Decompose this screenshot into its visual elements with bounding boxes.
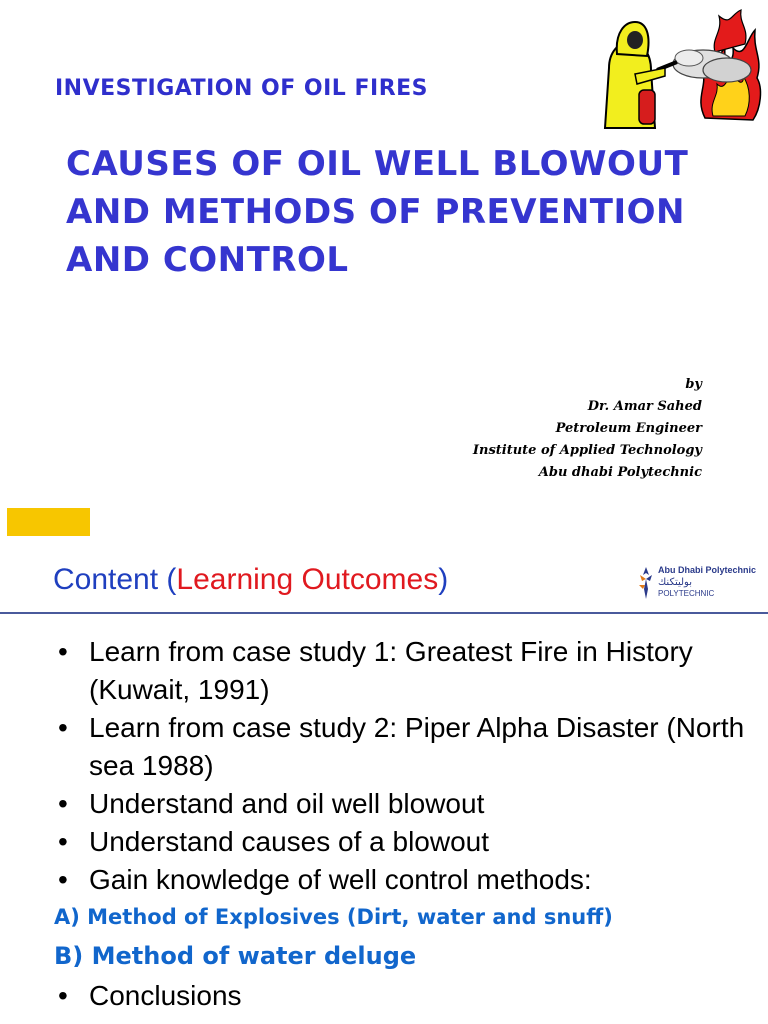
heading-divider — [0, 612, 768, 614]
sub-item-water-deluge: B) Method of water deluge — [54, 942, 417, 970]
heading-prefix: Content ( — [53, 563, 177, 596]
learning-outcomes-list — [54, 633, 758, 1015]
title-line-3: AND CONTROL — [66, 240, 349, 280]
slide-subtitle: INVESTIGATION OF OIL FIRES — [55, 76, 429, 101]
content-heading — [53, 563, 448, 597]
author-by: by — [685, 377, 702, 392]
list-item-conclusions: • Conclusions — [58, 977, 758, 1015]
author-block — [473, 374, 702, 484]
sub-item-explosives: A) Method of Explosives (Dirt, water and snuff) — [54, 905, 613, 929]
heading-suffix: ) — [438, 563, 449, 596]
logo-name-ar: بوليتكنك — [658, 577, 692, 588]
list-item: • Understand causes of a blowout — [58, 823, 758, 861]
author-name: Dr. Amar Sahed — [587, 399, 702, 414]
polytechnic-logo — [636, 563, 764, 603]
list-item: • Learn from case study 1: Greatest Fire in History (Kuwait, 1991) — [58, 633, 758, 709]
accent-bar — [7, 508, 90, 536]
logo-name-sub: POLYTECHNIC — [658, 589, 715, 598]
list-item: • Understand and oil well blowout — [58, 785, 758, 823]
content-slide — [0, 545, 768, 1024]
author-institute: Institute of Applied Technology — [472, 443, 702, 458]
title-line-2: AND METHODS OF PREVENTION — [66, 192, 685, 232]
list-item: • Gain knowledge of well control methods: — [58, 861, 758, 899]
heading-highlight: Learning Outcomes — [176, 563, 439, 596]
logo-mark-icon — [636, 565, 656, 601]
logo-name-en: Abu Dhabi Polytechnic — [658, 565, 757, 575]
slide-title — [66, 140, 689, 284]
author-role: Petroleum Engineer — [555, 421, 702, 436]
firefighter-fire-extinguisher-icon — [585, 8, 765, 136]
list-item: • Learn from case study 2: Piper Alpha Disaster (North sea 1988) — [58, 709, 758, 785]
title-line-1: CAUSES OF OIL WELL BLOWOUT — [66, 144, 689, 184]
author-org: Abu dhabi Polytechnic — [538, 465, 702, 480]
